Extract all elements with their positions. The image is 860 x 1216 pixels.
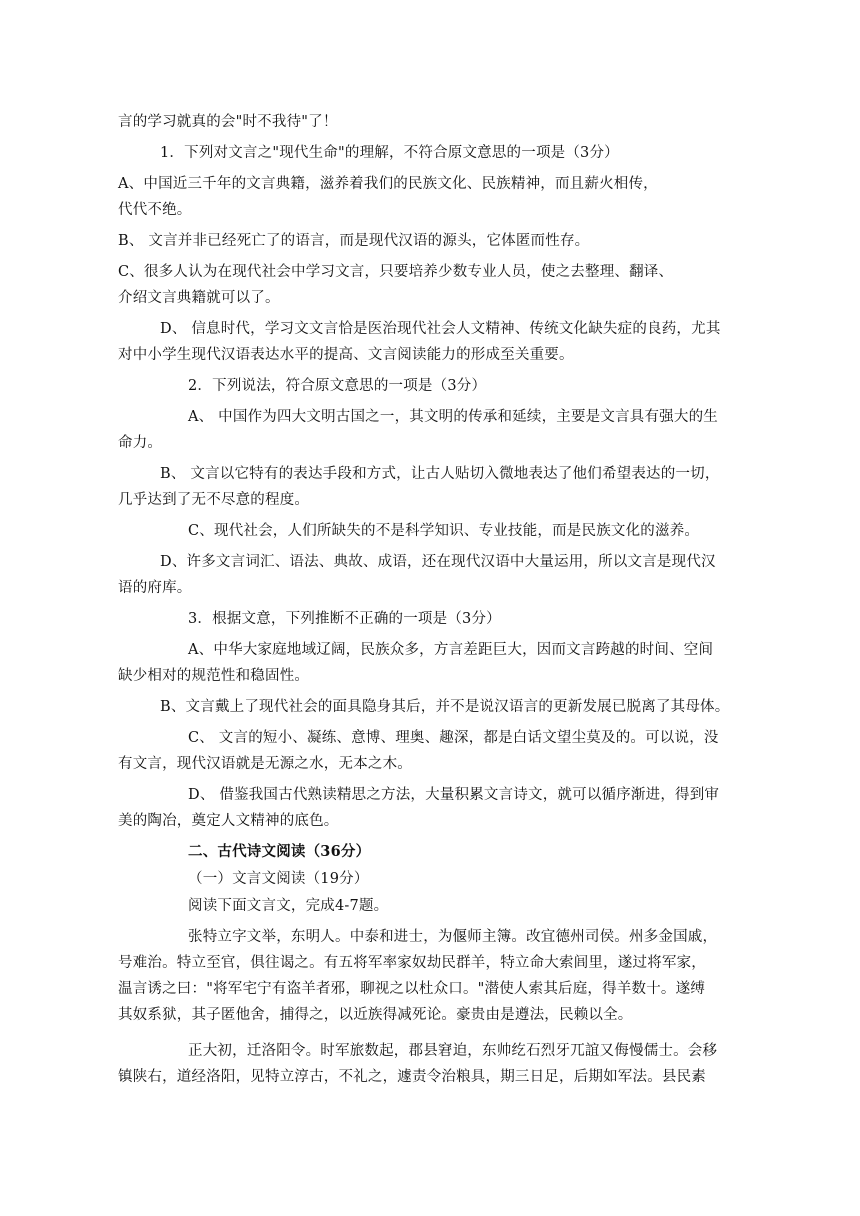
classical-text-line: 镇陕右，道经洛阳，见特立淳古，不礼之，遽责令治粮具，期三日足，后期如军法。县民素 [118, 1069, 706, 1085]
text-line: 几乎达到了无不尽意的程度。 [118, 492, 310, 508]
text-line: 语的府库。 [118, 580, 192, 596]
text-line: 介绍文言典籍就可以了。 [118, 290, 280, 306]
question-heading: 3．根据文意，下列推断不正确的一项是（3分） [188, 611, 501, 627]
answer-option: C、 文言的短小、凝练、意博、理奥、趣深，都是白话文望尘莫及的。可以说，没 [188, 730, 719, 746]
classical-text-line: 正大初，迁洛阳令。时军旅数起，郡县窘迫，东帅纥石烈牙兀誼又侮慢儒士。会移 [188, 1043, 718, 1059]
answer-option: B、 文言以它特有的表达手段和方式，让古人贴切入微地表达了他们希望表达的一切， [160, 466, 720, 482]
text-line: 有文言，现代汉语就是无源之水，无本之木。 [118, 756, 412, 772]
text-line: 缺少相对的规范性和稳固性。 [118, 668, 310, 684]
text-line: 命力。 [118, 435, 163, 451]
classical-text-line: 其奴系狱，其子匿他舍，捕得之，以近族得减死论。豪贵由是遵法，民赖以全。 [118, 1007, 633, 1023]
classical-text-line: 号难治。特立至官，俱往谒之。有五将军率家奴劫民群羊，特立命大索闾里，遂过将军家， [118, 955, 706, 971]
text-line: 美的陶冶，奠定人文精神的底色。 [118, 813, 339, 829]
text-line: 代代不绝。 [118, 202, 192, 218]
subsection-heading: （一）文言文阅读（19分） [188, 871, 369, 887]
answer-option: C、现代社会，人们所缺失的不是科学知识、专业技能，而是民族文化的滋养。 [188, 523, 700, 539]
section-heading: 二、古代诗文阅读（36分） [188, 843, 371, 860]
text-line: 对中小学生现代汉语表达水平的提高、文言阅读能力的形成至关重要。 [118, 347, 574, 363]
classical-text-line: 温言诱之曰："将军宅宁有盗羊者邪，聊视之以杜众口。"潜使人索其后庭，得羊数十。遂缚 [118, 981, 706, 997]
text-line: 言的学习就真的会"时不我待"了！ [118, 114, 338, 130]
answer-option: C、很多人认为在现代社会中学习文言，只要培养少数专业人员，使之去整理、翻译、 [118, 264, 674, 280]
question-heading: 1．下列对文言之"现代生命"的理解，不符合原文意思的一项是（3分） [160, 145, 619, 161]
question-heading: 2．下列说法，符合原文意思的一项是（3分） [188, 378, 487, 394]
answer-option: D、 借鉴我国古代熟读精思之方法，大量积累文言诗文，就可以循序渐进，得到审 [188, 787, 720, 803]
answer-option: A、中国近三千年的文言典籍，滋养着我们的民族文化、民族精神，而且薪火相传， [118, 176, 658, 192]
answer-option: B、文言戴上了现代社会的面具隐身其后，并不是说汉语言的更新发展已脱离了其母体。 [160, 699, 730, 715]
answer-option: B、 文言并非已经死亡了的语言，而是现代汉语的源头，它体匿而性存。 [118, 233, 590, 249]
answer-option: D、许多文言词汇、语法、典故、成语，还在现代汉语中大量运用，所以文言是现代汉 [160, 554, 716, 570]
answer-option: A、 中国作为四大文明古国之一，其文明的传承和延续，主要是文言具有强大的生 [188, 409, 718, 425]
answer-option: D、 信息时代，学习文文言恰是医治现代社会人文精神、传统文化缺失症的良药，尤其 [160, 321, 721, 337]
classical-text-line: 张特立字文举，东明人。中泰和进士，为偃师主簿。改宜德州司侯。州多金国戚， [188, 929, 718, 945]
instruction-line: 阅读下面文言文，完成4-7题。 [188, 898, 389, 914]
answer-option: A、中华大家庭地域辽阔，民族众多，方言差距巨大，因而文言跨越的时间、空间 [188, 642, 714, 658]
